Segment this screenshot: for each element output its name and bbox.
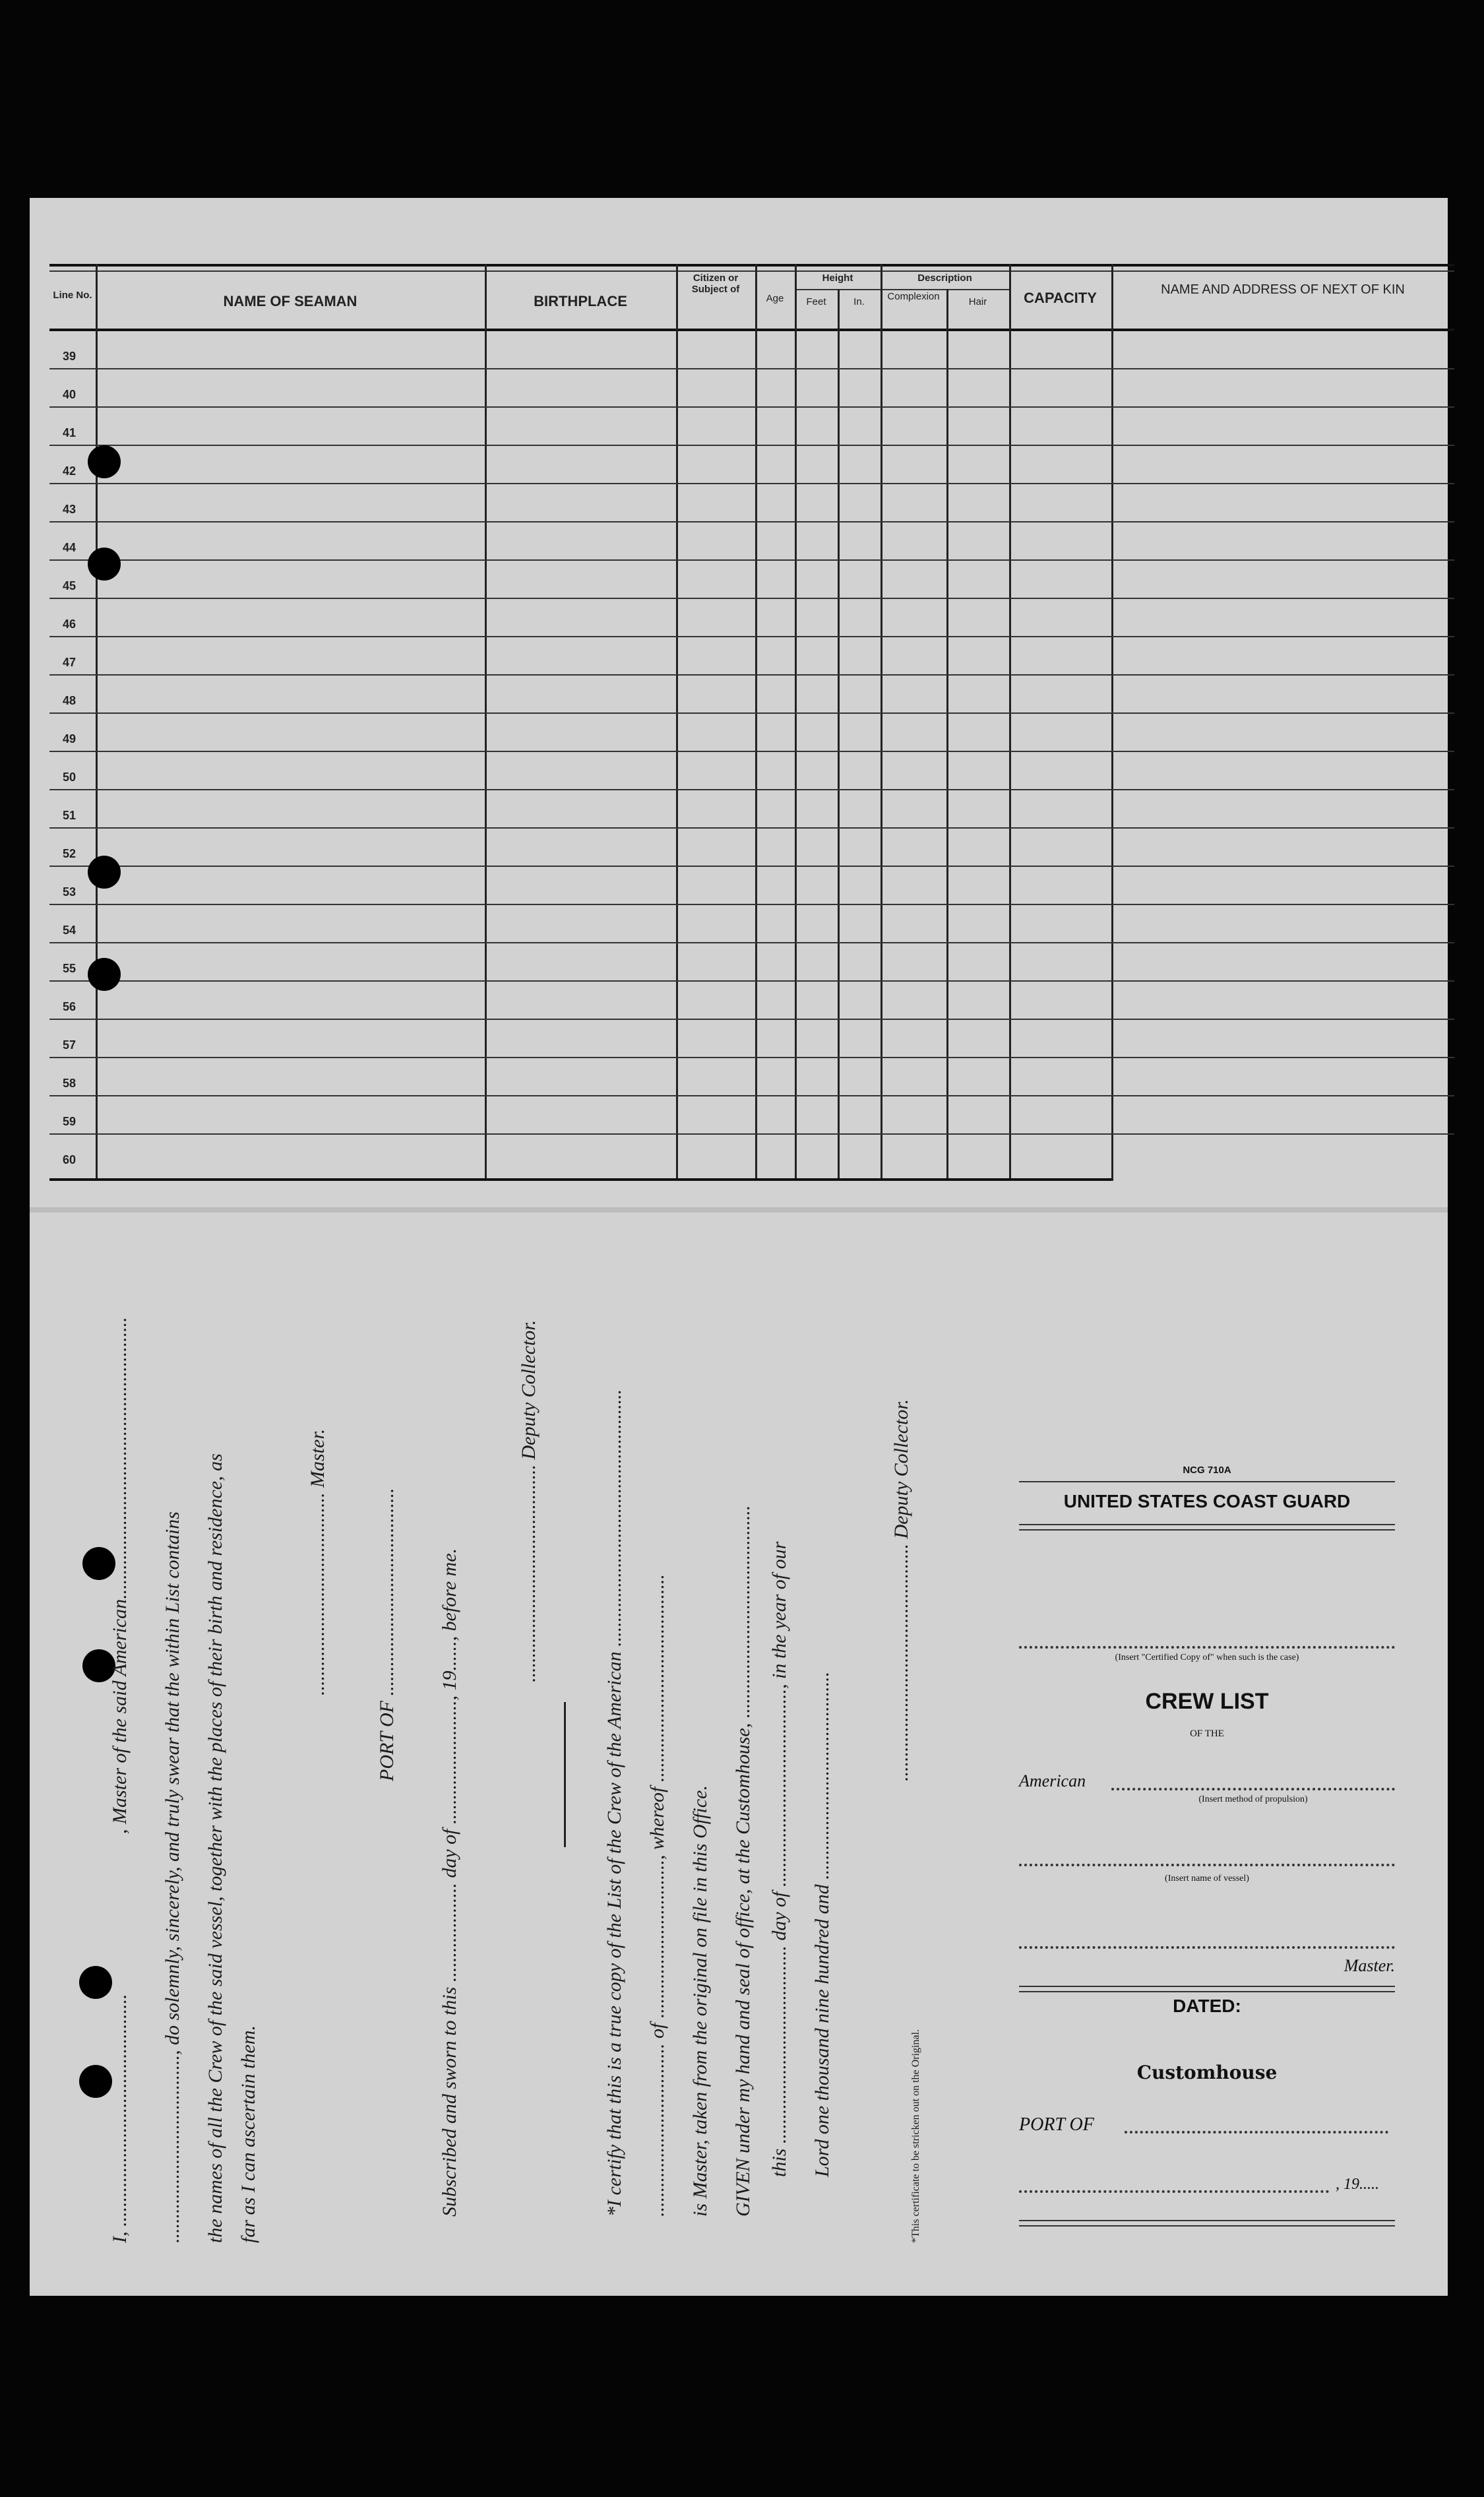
- rule: [1019, 1524, 1395, 1525]
- cert-line-2: ................................... of ................................, whereof ..........................................: [646, 1574, 668, 2217]
- col-line: [795, 264, 797, 1181]
- header-capacity: CAPACITY: [1024, 290, 1097, 306]
- punch-hole: [79, 2065, 112, 2098]
- row-line: [49, 904, 1454, 905]
- table-top-rule-2: [49, 270, 1454, 272]
- rule: [1019, 1991, 1395, 1992]
- cert-line-4: GIVEN under my hand and seal of office, at the Customhouse, ...........................................: [732, 1505, 754, 2217]
- row-line: [49, 674, 1454, 676]
- row-number: 41: [63, 426, 77, 439]
- customhouse-label: Customhouse: [1136, 2062, 1278, 2083]
- master-label: Master.: [1344, 1956, 1395, 1975]
- header-inches: In.: [853, 296, 865, 307]
- col-line: [946, 289, 948, 1181]
- propulsion-hint: (Insert method of propulsion): [1198, 1794, 1308, 1804]
- agency-title: UNITED STATES COAST GUARD: [1063, 1491, 1351, 1511]
- col-line: [1009, 264, 1011, 1181]
- rule: [1019, 1529, 1395, 1531]
- rule: [1019, 1986, 1395, 1987]
- oath-line-1b: , Master of the said American.........................................................: [109, 1317, 131, 1834]
- punch-hole: [88, 445, 121, 478]
- punch-hole: [88, 548, 121, 581]
- separator-rule: [564, 1702, 566, 1847]
- oath-line-3: the names of all the Crew of the said vessel, together with the places of their birth and residence, as: [204, 1453, 226, 2243]
- header-birthplace: BIRTHPLACE: [534, 293, 627, 309]
- oath-subscribed: Subscribed and sworn to this .................... day of ........................., 19......, before me.: [439, 1548, 460, 2217]
- document-sheet: [30, 198, 1448, 2296]
- header-feet: Feet: [806, 296, 826, 307]
- american-label: American: [1019, 1771, 1086, 1790]
- row-number: 42: [63, 464, 77, 478]
- cert-line-6: Lord one thousand nine hundred and ..........................................: [811, 1671, 833, 2177]
- row-line: [49, 636, 1454, 637]
- port-field: [1125, 2131, 1388, 2134]
- propulsion-field: [1111, 1788, 1395, 1790]
- port-of-label: PORT OF: [1019, 2114, 1094, 2135]
- row-line: [49, 521, 1454, 522]
- subheader-rule: [795, 289, 1009, 290]
- cert-footnote: *This certificate to be stricken out on the Original.: [910, 2029, 921, 2243]
- header-name-of-seaman: NAME OF SEAMAN: [223, 293, 357, 309]
- date-field: [1019, 2190, 1329, 2193]
- certified-copy-field: [1019, 1646, 1395, 1649]
- header-line-no: Line No.: [53, 290, 92, 301]
- row-number: 60: [63, 1153, 77, 1166]
- row-line: [49, 827, 1454, 829]
- col-line: [1111, 264, 1113, 1181]
- page-fold: [30, 1207, 1448, 1213]
- rule: [1019, 2220, 1395, 2221]
- col-line: [676, 264, 678, 1181]
- certified-hint: (Insert "Certified Copy of" when such is the case): [1115, 1653, 1299, 1662]
- row-number: 53: [63, 885, 77, 899]
- row-line: [49, 751, 1454, 752]
- rule: [1019, 1481, 1395, 1482]
- vessel-hint: (Insert name of vessel): [1165, 1874, 1249, 1883]
- vessel-name-field: [1019, 1864, 1395, 1866]
- row-number: 49: [63, 732, 77, 745]
- oath-master: ......................................... Master.: [307, 1428, 328, 1695]
- col-line: [96, 264, 98, 1181]
- of-the-label: OF THE: [1190, 1728, 1224, 1739]
- row-number: 46: [63, 617, 77, 631]
- cert-deputy-collector: ................................................ Deputy Collector.: [890, 1399, 912, 1781]
- header-hair: Hair: [968, 296, 987, 307]
- row-number: 52: [63, 847, 77, 860]
- row-line: [49, 942, 1454, 943]
- crew-list-title: CREW LIST: [1145, 1689, 1269, 1714]
- cert-line-3: is Master, taken from the original on file in this Office.: [689, 1785, 711, 2217]
- row-number: 54: [63, 924, 77, 937]
- header-description: Description: [917, 272, 972, 284]
- header-next-of-kin: NAME AND ADDRESS OF NEXT OF KIN: [1161, 282, 1405, 297]
- row-line: [49, 1095, 1454, 1096]
- row-line: [49, 789, 1454, 790]
- year-label: , 19.....: [1336, 2176, 1379, 2193]
- oath-line-4: far as I can ascertain them.: [237, 2025, 259, 2243]
- row-number: 48: [63, 694, 77, 707]
- row-number: 43: [63, 503, 77, 516]
- row-number: 57: [63, 1038, 77, 1052]
- col-line: [755, 264, 757, 1181]
- row-number: 51: [63, 809, 77, 822]
- form-cover: [1019, 1399, 1441, 2388]
- oath-port-of: PORT OF ..........................................: [376, 1488, 398, 1781]
- punch-hole: [79, 1966, 112, 1999]
- row-number: 40: [63, 388, 77, 401]
- row-line: [49, 1019, 1454, 1020]
- col-line: [881, 264, 882, 1181]
- dated-label: DATED:: [1173, 1996, 1241, 2016]
- header-citizen: Citizen or Subject of: [691, 272, 740, 295]
- row-line: [49, 712, 1454, 714]
- rule: [1019, 2225, 1395, 2227]
- punch-hole: [88, 958, 121, 991]
- row-number: 45: [63, 579, 77, 592]
- row-line: [49, 866, 1454, 867]
- cert-line-5: this ........................................ day of ........................................, in the year of our: [768, 1541, 790, 2177]
- row-number: 39: [63, 350, 77, 363]
- header-bottom-rule: [49, 329, 1454, 331]
- row-line: [49, 598, 1454, 599]
- form-number: NCG 710A: [1183, 1465, 1231, 1476]
- row-number: 59: [63, 1115, 77, 1128]
- cert-line-1: *I certify that this is a true copy of the List of the Crew of the American ....................................................: [603, 1389, 625, 2217]
- header-height: Height: [822, 272, 853, 284]
- row-number: 56: [63, 1000, 77, 1013]
- crew-table: [49, 264, 1454, 1181]
- oath-deputy-collector: ............................................ Deputy Collector.: [518, 1319, 540, 1682]
- row-number: 47: [63, 656, 77, 669]
- row-line: [49, 980, 1454, 982]
- row-line: [49, 406, 1454, 408]
- row-line: [49, 368, 1454, 369]
- master-field: [1019, 1946, 1395, 1949]
- oath-line-2: ......................................, do solemnly, sincerely, and truly swear that the within List contains: [162, 1511, 183, 2243]
- row-number: 58: [63, 1077, 77, 1090]
- col-line: [485, 264, 487, 1181]
- table-bottom-rule: [49, 1178, 1111, 1181]
- punch-hole: [88, 856, 121, 889]
- header-complexion: Complexion: [887, 291, 940, 302]
- row-number: 50: [63, 771, 77, 784]
- row-line: [49, 445, 1454, 446]
- row-line: [49, 559, 1454, 561]
- col-line: [838, 289, 840, 1181]
- row-line: [49, 483, 1454, 484]
- row-line: [49, 1133, 1454, 1135]
- row-line: [49, 1057, 1454, 1058]
- row-number: 55: [63, 962, 77, 975]
- row-number: 44: [63, 541, 77, 554]
- oath-line-1a: I, ...............................................: [109, 1994, 131, 2243]
- table-top-rule: [49, 264, 1454, 267]
- header-age: Age: [766, 293, 784, 304]
